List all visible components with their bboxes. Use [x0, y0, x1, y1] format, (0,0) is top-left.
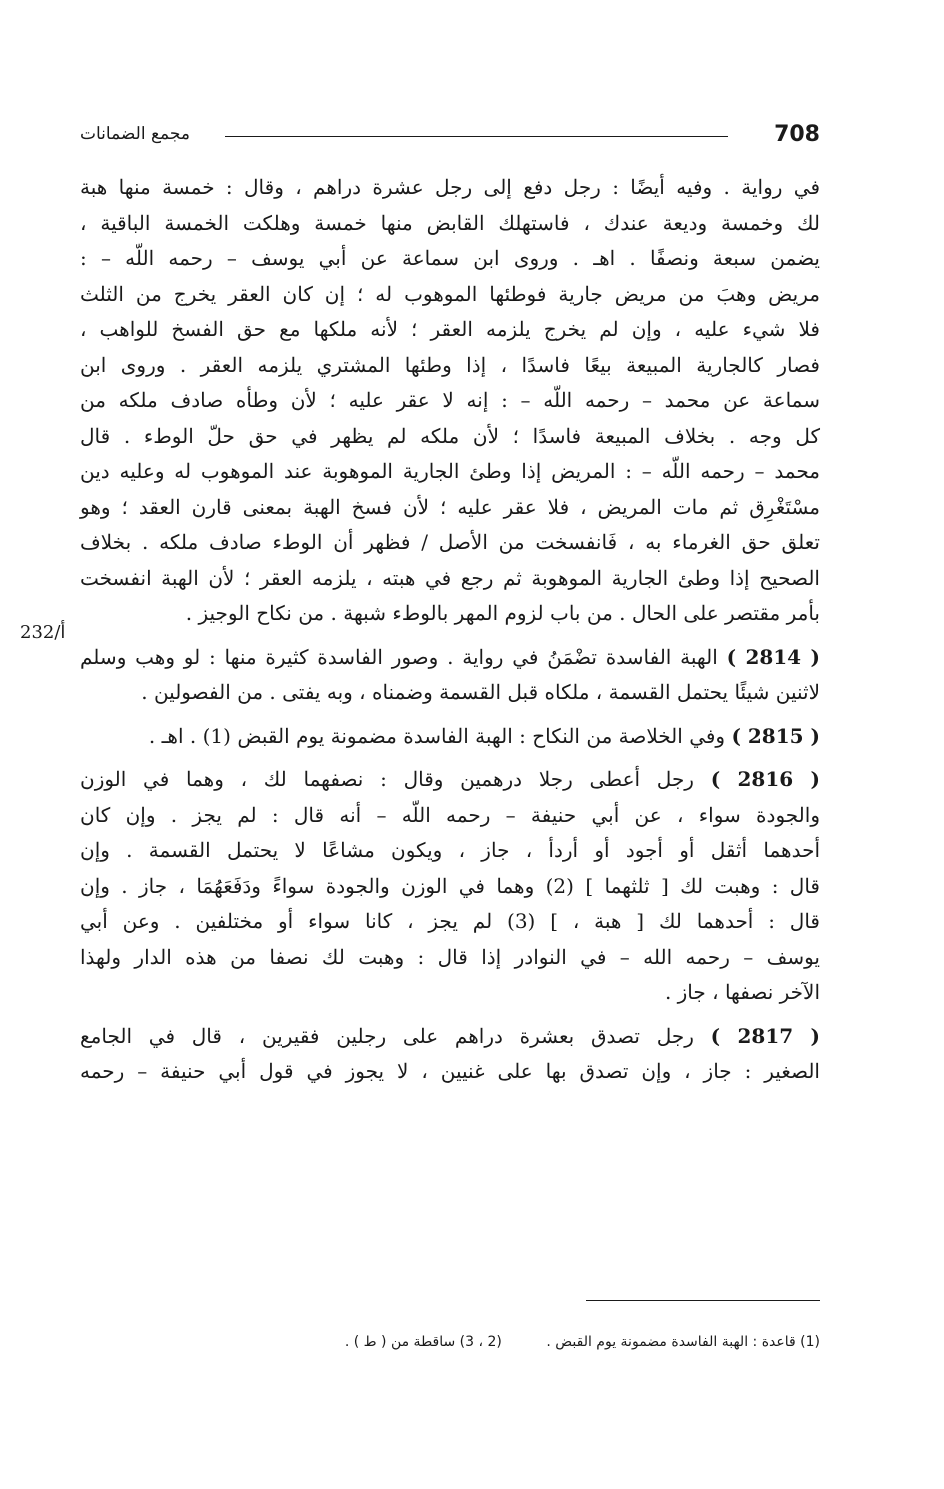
text-line: يوسف – رحمه الله – في النوادر إذا قال : وهبت لك نصفا من هذه الدار ولهذا	[80, 944, 820, 969]
footnote-rule	[586, 1300, 820, 1301]
text-line: مريض وهبَ من مريض جارية فوطئها الموهوب له ؛ إن كان العقر يخرج من الثلث	[80, 281, 820, 306]
entry-number: ( 2815 )	[731, 723, 820, 748]
text-line: فصار كالجارية المبيعة بيعًا فاسدًا ، إذا وطئها المشتري يلزمه العقر . وروى ابن	[80, 352, 820, 377]
text-line: قال : أحدهما لك [ هبة ، ] (3) لم يجز ، كانا سواء أو مختلفين . وعن أبي	[80, 909, 820, 933]
text-line: قال : وهبت لك [ ثلثهما ] (2) وهما في الوزن والجودة سواءً ودَفَعَهُمَا ، جاز . وإن	[80, 873, 820, 898]
footnote: (1) قاعدة : الهبة الفاسدة مضمونة يوم القبض .	[546, 1334, 820, 1350]
text-line: تعلق حق الغرماء به ، فَانفسخت من الأصل / فظهر أن الوطء صادف ملكه . بخلاف	[80, 530, 820, 554]
text-line: الآخر نصفها ، جاز .	[664, 980, 820, 1004]
text-line: بأمر مقتصر على الحال . من باب لزوم المهر بالوطء شبهة . من نكاح الوجيز .	[185, 601, 820, 625]
text-line: مسْتَغْرِق ثم مات المريض ، فلا عقر عليه ؛ لأن فسخ الهبة بمعنى قارن العقد ؛ وهو	[80, 494, 820, 519]
header-rule	[225, 136, 728, 137]
continued-paragraph	[80, 170, 820, 632]
entry-number: ( 2814 )	[726, 644, 820, 669]
text-line: لاثنين شيئًا يحتمل القسمة ، ملكاه قبل القسمة وضمناه ، وبه يفتى . من الفصولين .	[141, 680, 820, 704]
text-line: في رواية . وفيه أيضًا : رجل دفع إلى رجل عشرة دراهم ، وقال : خمسة منها هبة	[80, 175, 820, 199]
text-line: سماعة عن محمد – رحمه اللّه – : إنه لا عقر عليه ؛ لأن وطأه صادف ملكه من	[80, 388, 820, 412]
entry-2817	[80, 1019, 820, 1090]
footnotes	[200, 1332, 820, 1352]
text-line: محمد – رحمه اللّه – : المريض إذا وطئ الجارية الموهوبة عند الموهوب له وعليه دين	[80, 459, 820, 483]
footnote: (2 ، 3) ساقطة من ( ط ) .	[344, 1334, 502, 1350]
main-text	[80, 170, 820, 1090]
text-line: رجل تصدق بعشرة دراهم على رجلين فقيرين ، قال في الجامع	[80, 1023, 694, 1048]
text-line: والجودة سواء ، عن أبي حنيفة – رحمه اللّه – أنه قال : لم يجز . وإن كان	[80, 802, 820, 827]
text-line: الصحيح إذا وطئ الجارية الموهوبة ثم رجع في هبته ، يلزمه العقر ؛ لأن الهبة انفسخت	[80, 565, 820, 590]
entry-2814	[80, 640, 820, 711]
text-line: يضمن سبعة ونصفًا . اهـ . وروى ابن سماعة عن أبي يوسف – رحمه اللّه – :	[80, 246, 820, 270]
text-line: وفي الخلاصة من النكاح : الهبة الفاسدة مضمونة يوم القبض (1) . اهـ .	[148, 723, 726, 748]
entry-2816	[80, 762, 820, 1011]
text-line: الهبة الفاسدة تضْمَنُ في رواية . وصور الفاسدة كثيرة منها : لو وهب وسلم	[80, 644, 718, 669]
manuscript-folio-reference: 232/أ	[20, 622, 66, 643]
text-line: كل وجه . بخلاف المبيعة فاسدًا ؛ لأن ملكه لم يظهر في حق حلّ الوطء . قال	[80, 423, 820, 448]
entry-2815	[80, 719, 820, 755]
text-line: لك وخمسة وديعة عندك ، فاستهلك القابض منها خمسة وهلكت الخمسة الباقية ،	[80, 210, 820, 235]
running-header	[80, 118, 820, 152]
text-line: رجل أعطى رجلا درهمين وقال : نصفهما لك ، وهما في الوزن	[80, 767, 694, 791]
text-line: فلا شيء عليه ، وإن لم يخرج يلزمه العقر ؛ لأنه ملكها مع حق الفسخ للواهب ،	[80, 317, 820, 341]
text-line: الصغير : جاز ، وإن تصدق بها على غنيين ، لا يجوز في قول أبي حنيفة – رحمه	[80, 1059, 820, 1083]
page-number: 708	[774, 122, 820, 147]
text-line: أحدهما أثقل أو أجود أو أردأ ، جاز ، ويكون مشاعًا لا يحتمل القسمة . وإن	[80, 838, 820, 862]
entry-number: ( 2817 )	[710, 1023, 821, 1048]
book-title: مجمع الضمانات	[80, 124, 190, 144]
entry-number: ( 2816 )	[710, 767, 820, 791]
